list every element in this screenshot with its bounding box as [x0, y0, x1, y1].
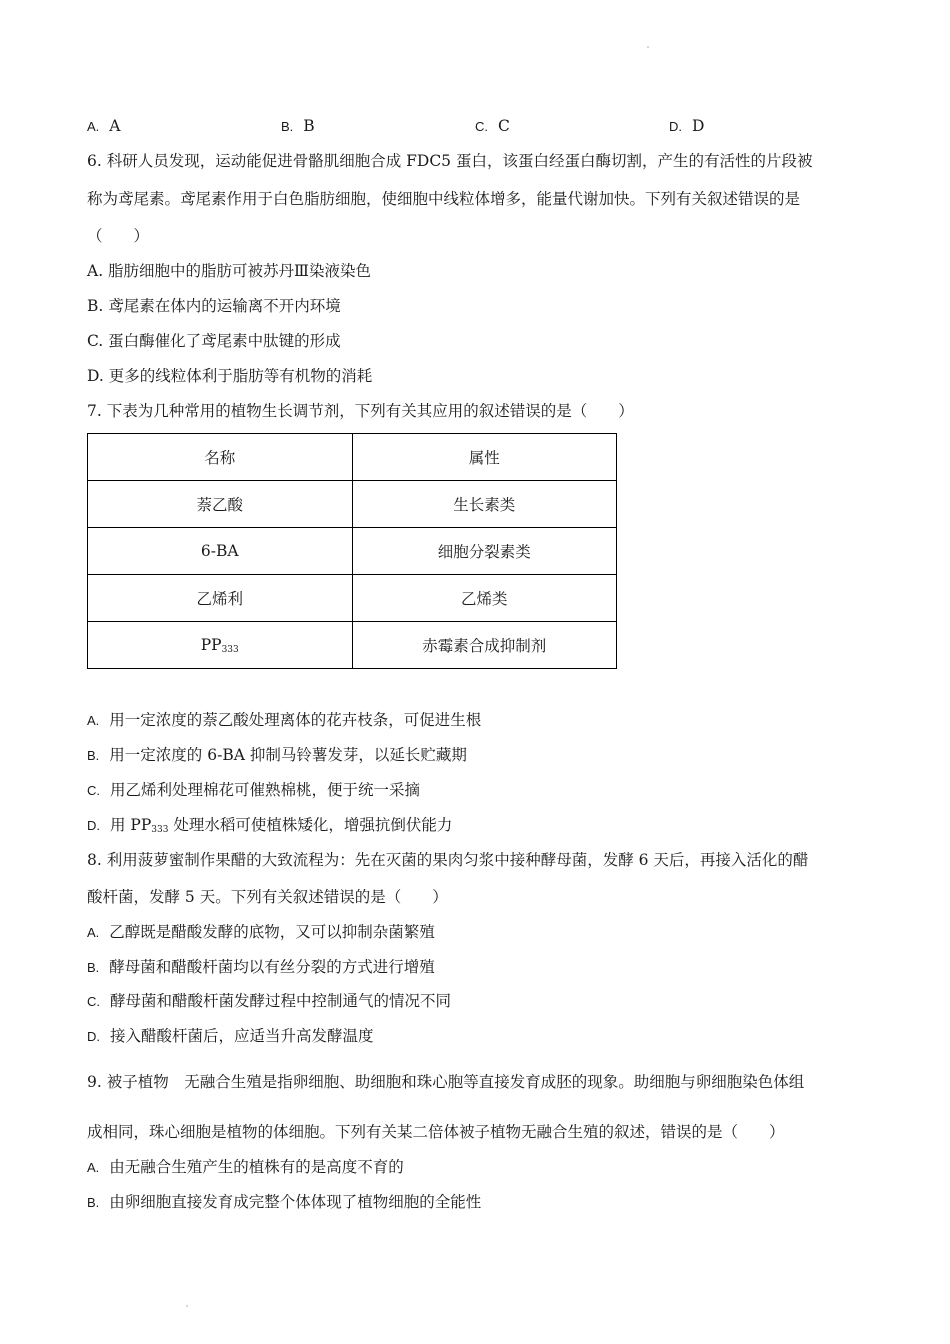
regulator-table — [87, 433, 617, 669]
table-row — [88, 575, 617, 622]
q5-option-b — [281, 116, 315, 137]
q7-option-d-text-pre: 用 PP — [110, 816, 152, 834]
q7-option-b-text: 用一定浓度的 6-BA 抑制马铃薯发芽，以延长贮藏期 — [109, 746, 467, 764]
q5-option-a-letter: A. — [87, 119, 100, 134]
q9-option-b-text: 由卵细胞直接发育成完整个体体现了植物细胞的全能性 — [109, 1193, 482, 1211]
q8-stem-line-2: 酸杆菌，发酵 5 天。下列有关叙述错误的是（ ） — [87, 888, 448, 906]
q5-option-d — [669, 116, 704, 137]
pp-subscript: 333 — [221, 644, 239, 655]
table-row — [88, 528, 617, 575]
q8-option-c — [87, 991, 451, 1012]
table-cell-name: 乙烯利 — [88, 575, 353, 622]
table-cell-name: 6-BA — [88, 528, 353, 575]
table-cell-property: 乙烯类 — [352, 575, 617, 622]
q8-stem-line-1: 8. 利用菠萝蜜制作果醋的大致流程为：先在灭菌的果肉匀浆中接种酵母菌，发酵 6 天后，再接入活化的醋 — [87, 851, 809, 869]
q5-option-a — [87, 116, 121, 137]
q8-option-b — [87, 957, 435, 978]
q9-option-a-letter: A. — [87, 1160, 100, 1175]
q6-stem-line-3: （ ） — [87, 227, 150, 245]
scan-speck — [186, 1305, 188, 1307]
q5-option-a-text: A — [109, 117, 121, 135]
q7-stem: 7. 下表为几种常用的植物生长调节剂，下列有关其应用的叙述错误的是（ ） — [87, 402, 634, 420]
q7-option-d-subscript: 333 — [151, 825, 169, 835]
table-cell-property: 细胞分裂素类 — [352, 528, 617, 575]
q6-option-a: A. 脂肪细胞中的脂肪可被苏丹Ⅲ染液染色 — [87, 262, 371, 280]
q6-stem-line-1: 6. 科研人员发现，运动能促进骨骼肌细胞合成 FDC5 蛋白，该蛋白经蛋白酶切割，产生的有活性的片段被 — [87, 152, 813, 170]
q9-option-b-letter: B. — [87, 1195, 100, 1210]
q7-option-d-text-post: 处理水稻可使植株矮化，增强抗倒伏能力 — [168, 816, 453, 834]
table-row — [88, 481, 617, 528]
q9-stem-line-1: 9. 被子植物 无融合生殖是指卵细胞、助细胞和珠心胞等直接发育成胚的现象。助细胞与卵细胞染色体组 — [87, 1073, 805, 1091]
q8-option-b-text: 酵母菌和醋酸杆菌均以有丝分裂的方式进行增殖 — [109, 958, 435, 976]
table-cell-name — [88, 622, 353, 669]
q9-option-a-text: 由无融合生殖产生的植株有的是高度不育的 — [109, 1158, 404, 1176]
q8-option-c-text: 酵母菌和醋酸杆菌发酵过程中控制通气的情况不同 — [110, 992, 452, 1010]
q5-option-c-text: C — [498, 117, 510, 135]
q8-option-b-letter: B. — [87, 960, 100, 975]
q8-option-d-letter: D. — [87, 1029, 100, 1044]
q5-option-d-text: D — [692, 117, 705, 135]
q8-option-a-letter: A. — [87, 925, 100, 940]
table-cell-name: 萘乙酸 — [88, 481, 353, 528]
q9-stem-line-2: 成相同，珠心细胞是植物的体细胞。下列有关某二倍体被子植物无融合生殖的叙述，错误的是（ ） — [87, 1123, 785, 1141]
q6-option-c: C. 蛋白酶催化了鸢尾素中肽键的形成 — [87, 332, 341, 350]
q7-option-a-letter: A. — [87, 713, 100, 728]
q5-option-c — [475, 116, 510, 137]
q8-option-c-letter: C. — [87, 994, 100, 1009]
q8-option-a-text: 乙醇既是醋酸发酵的底物，又可以抑制杂菌繁殖 — [109, 923, 435, 941]
q6-option-d: D. 更多的线粒体利于脂肪等有机物的消耗 — [87, 367, 373, 385]
scan-speck — [647, 46, 649, 48]
q7-option-c — [87, 780, 420, 801]
table-header-row — [88, 434, 617, 481]
q6-option-b: B. 鸢尾素在体内的运输离不开内环境 — [87, 297, 341, 315]
q6-stem-line-2: 称为鸢尾素。鸢尾素作用于白色脂肪细胞，使细胞中线粒体增多，能量代谢加快。下列有关叙述错误的是 — [87, 190, 801, 208]
q5-option-d-letter: D. — [669, 119, 682, 134]
q8-option-a — [87, 922, 435, 943]
table-cell-property: 生长素类 — [352, 481, 617, 528]
q7-option-c-text: 用乙烯利处理棉花可催熟棉桃，便于统一采摘 — [110, 781, 421, 799]
q9-option-a — [87, 1157, 404, 1178]
q7-option-a — [87, 710, 481, 731]
q7-option-b — [87, 745, 467, 766]
q5-option-b-text: B — [303, 117, 315, 135]
q9-option-b — [87, 1192, 481, 1213]
q7-option-a-text: 用一定浓度的萘乙酸处理离体的花卉枝条，可促进生根 — [109, 711, 482, 729]
q7-option-d — [87, 815, 452, 840]
q7-option-b-letter: B. — [87, 748, 100, 763]
pp-label: PP — [200, 635, 222, 654]
q8-option-d-text: 接入醋酸杆菌后，应适当升高发酵温度 — [110, 1027, 374, 1045]
q7-option-c-letter: C. — [87, 783, 100, 798]
q7-option-d-letter: D. — [87, 818, 100, 833]
table-cell-property: 赤霉素合成抑制剂 — [352, 622, 617, 669]
table-header-property: 属性 — [352, 434, 617, 481]
q5-option-c-letter: C. — [475, 119, 488, 134]
q8-option-d — [87, 1026, 374, 1047]
q5-option-b-letter: B. — [281, 119, 294, 134]
table-header-name: 名称 — [88, 434, 353, 481]
table-row — [88, 622, 617, 669]
